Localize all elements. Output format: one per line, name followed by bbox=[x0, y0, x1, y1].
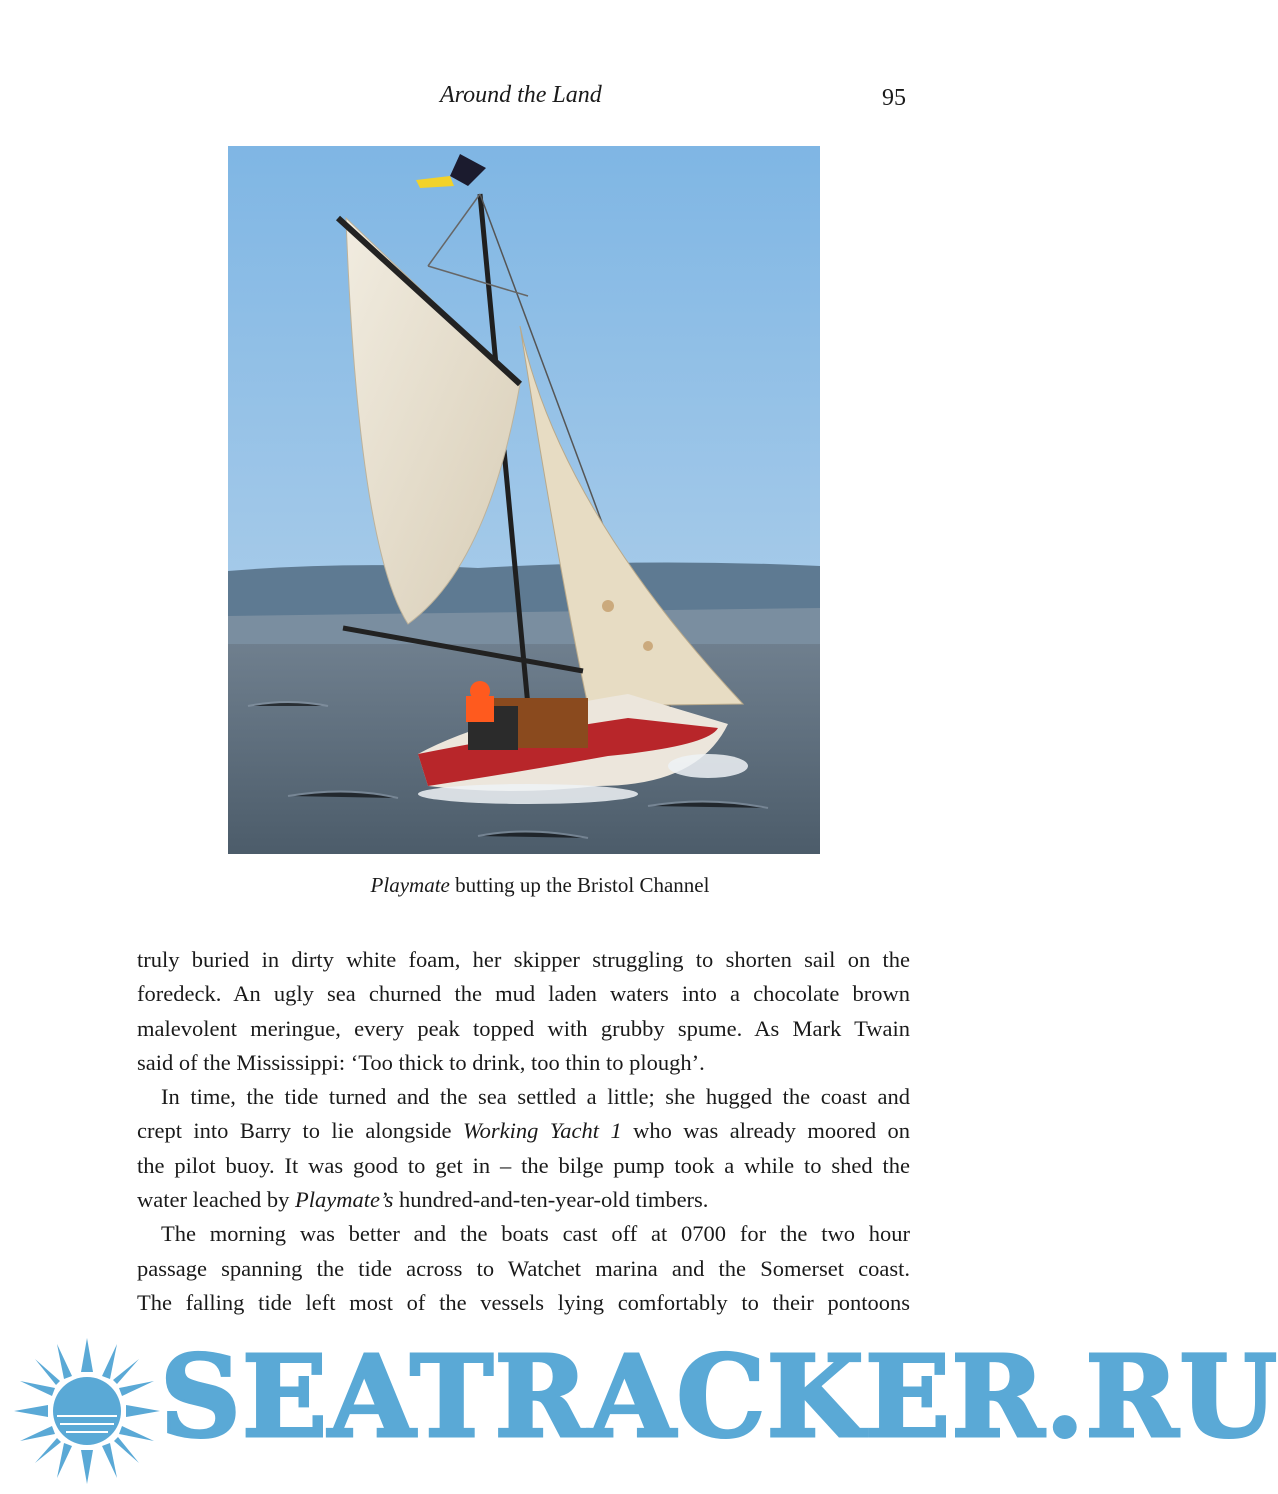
paragraph bbox=[137, 1217, 910, 1320]
watermark-text: SEATRACKER.RU bbox=[160, 1332, 1278, 1463]
text-line bbox=[137, 1217, 910, 1251]
caption-text: butting up the Bristol Channel bbox=[449, 873, 710, 897]
time-figure: 0700 bbox=[681, 1221, 727, 1247]
running-title: Around the Land bbox=[440, 82, 602, 108]
text-line: foredeck. An ugly sea churned the mud laden waters into a chocolate brown bbox=[137, 981, 910, 1007]
text-line: truly buried in dirty white foam, her skipper struggling to shorten sail on the bbox=[137, 947, 910, 972]
text-line: The falling tide left most of the vessels lying comfortably to their pontoons bbox=[137, 1289, 910, 1315]
text-line bbox=[137, 1183, 910, 1217]
paragraph bbox=[137, 1080, 910, 1217]
text-run: water leached by bbox=[137, 1187, 296, 1213]
text-run: hundred-and-ten-year-old timbers. bbox=[393, 1187, 709, 1213]
sun-icon bbox=[12, 1336, 162, 1486]
text-line bbox=[137, 1114, 910, 1148]
vessel-name: Working Yacht 1 bbox=[462, 1118, 622, 1144]
text-run: The morning was better and the boats cast off at bbox=[161, 1221, 682, 1247]
text-line: passage spanning the tide across to Watchet marina and the Somerset coast. bbox=[137, 1255, 910, 1281]
text-line: the pilot buoy. It was good to get in – the bilge pump took a while to shed the bbox=[137, 1152, 910, 1178]
sailboat-photo bbox=[228, 146, 820, 854]
body-text bbox=[137, 943, 910, 1320]
figure-caption bbox=[0, 873, 1080, 898]
page-number: 95 bbox=[882, 85, 906, 111]
text-run: who was already moored on bbox=[621, 1118, 911, 1144]
text-run: crept into Barry to lie alongside bbox=[137, 1118, 463, 1144]
text-run: for the two hour bbox=[726, 1221, 910, 1247]
text-line: malevolent meringue, every peak topped with grubby spume. As Mark Twain bbox=[137, 1015, 910, 1041]
text-line: said of the Mississippi: ‘Too thick to drink, too thin to plough’. bbox=[137, 1049, 705, 1075]
running-head bbox=[0, 82, 1080, 112]
paragraph bbox=[137, 943, 910, 1080]
watermark bbox=[0, 1330, 1278, 1494]
vessel-name: Playmate’s bbox=[295, 1187, 394, 1213]
caption-boat-name: Playmate bbox=[370, 873, 450, 897]
text-line: In time, the tide turned and the sea settled a little; she hugged the coast and bbox=[161, 1084, 910, 1110]
